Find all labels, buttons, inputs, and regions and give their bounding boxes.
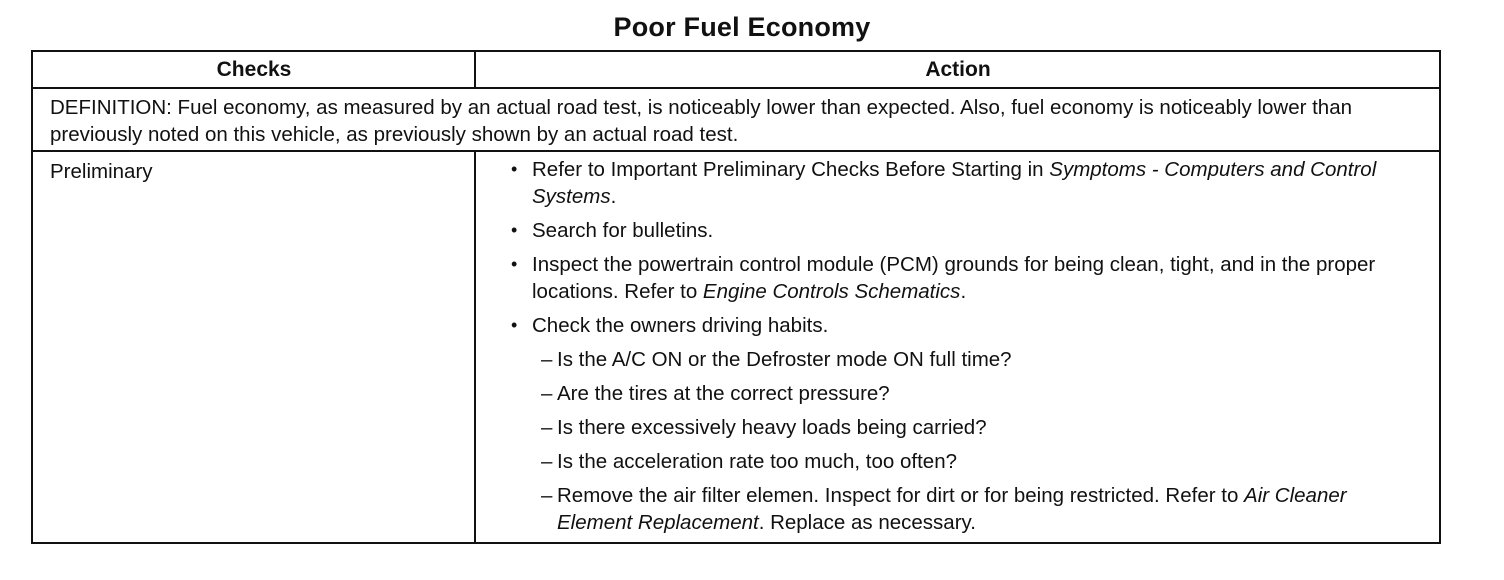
column-header-checks: Checks — [216, 58, 292, 81]
table-header-row — [33, 52, 1439, 89]
bullet-icon: • — [511, 315, 518, 335]
list-item — [505, 312, 1425, 339]
dash-icon: – — [541, 450, 553, 473]
sub-list-item — [505, 448, 1425, 475]
sub-list-item — [505, 346, 1425, 373]
manual-reference: Symptoms - Computers and Control Systems — [532, 158, 1377, 208]
sub-text: Remove the air filter elemen. Inspect for dirt or for being restricted. Refer to — [557, 484, 1245, 507]
action-text: Check the owners driving habits. — [532, 314, 829, 337]
sub-list-item — [505, 414, 1425, 441]
dash-icon: – — [541, 484, 553, 507]
column-divider — [474, 52, 476, 87]
diagnostic-table — [31, 50, 1441, 544]
manual-reference: Engine Controls Schematics — [702, 280, 961, 303]
action-text-end: . — [610, 185, 617, 208]
manual-reference: Air Cleaner Element Replacement — [557, 484, 1347, 534]
sub-list-item — [505, 482, 1425, 536]
check-cell-preliminary: Preliminary — [50, 160, 153, 183]
list-item — [505, 217, 1425, 244]
sub-text: Is the acceleration rate too much, too often? — [557, 450, 957, 473]
column-header-action: Action — [925, 58, 991, 81]
sub-text: Is there excessively heavy loads being carried? — [557, 416, 987, 439]
action-text: Search for bulletins. — [532, 219, 714, 242]
page-title: Poor Fuel Economy — [613, 12, 871, 42]
list-item — [505, 251, 1425, 305]
dash-icon: – — [541, 382, 553, 405]
sub-text: Is the A/C ON or the Defroster mode ON full time? — [557, 348, 1012, 371]
dash-icon: – — [541, 416, 553, 439]
bullet-icon: • — [511, 220, 518, 240]
list-item — [505, 156, 1425, 210]
action-text: Refer to Important Preliminary Checks Before Starting in — [532, 158, 1050, 181]
sub-text: Are the tires at the correct pressure? — [557, 382, 890, 405]
bullet-icon: • — [511, 254, 518, 274]
bullet-icon: • — [511, 159, 518, 179]
column-divider — [474, 152, 476, 544]
dash-icon: – — [541, 348, 553, 371]
definition-row: DEFINITION: Fuel economy, as measured by an actual road test, is noticeably lower than expected. Also, fuel economy is noticeably lower than previously noted on this vehicle, as previously shown by an actual road test. — [33, 89, 1439, 152]
action-cell — [505, 156, 1425, 543]
action-text: Inspect the powertrain control module (PCM) grounds for being clean, tight, and in the proper locations. Refer to — [532, 253, 1376, 303]
sub-text-end: . Replace as necessary. — [758, 511, 976, 534]
sub-list-item — [505, 380, 1425, 407]
action-text-end: . — [960, 280, 967, 303]
